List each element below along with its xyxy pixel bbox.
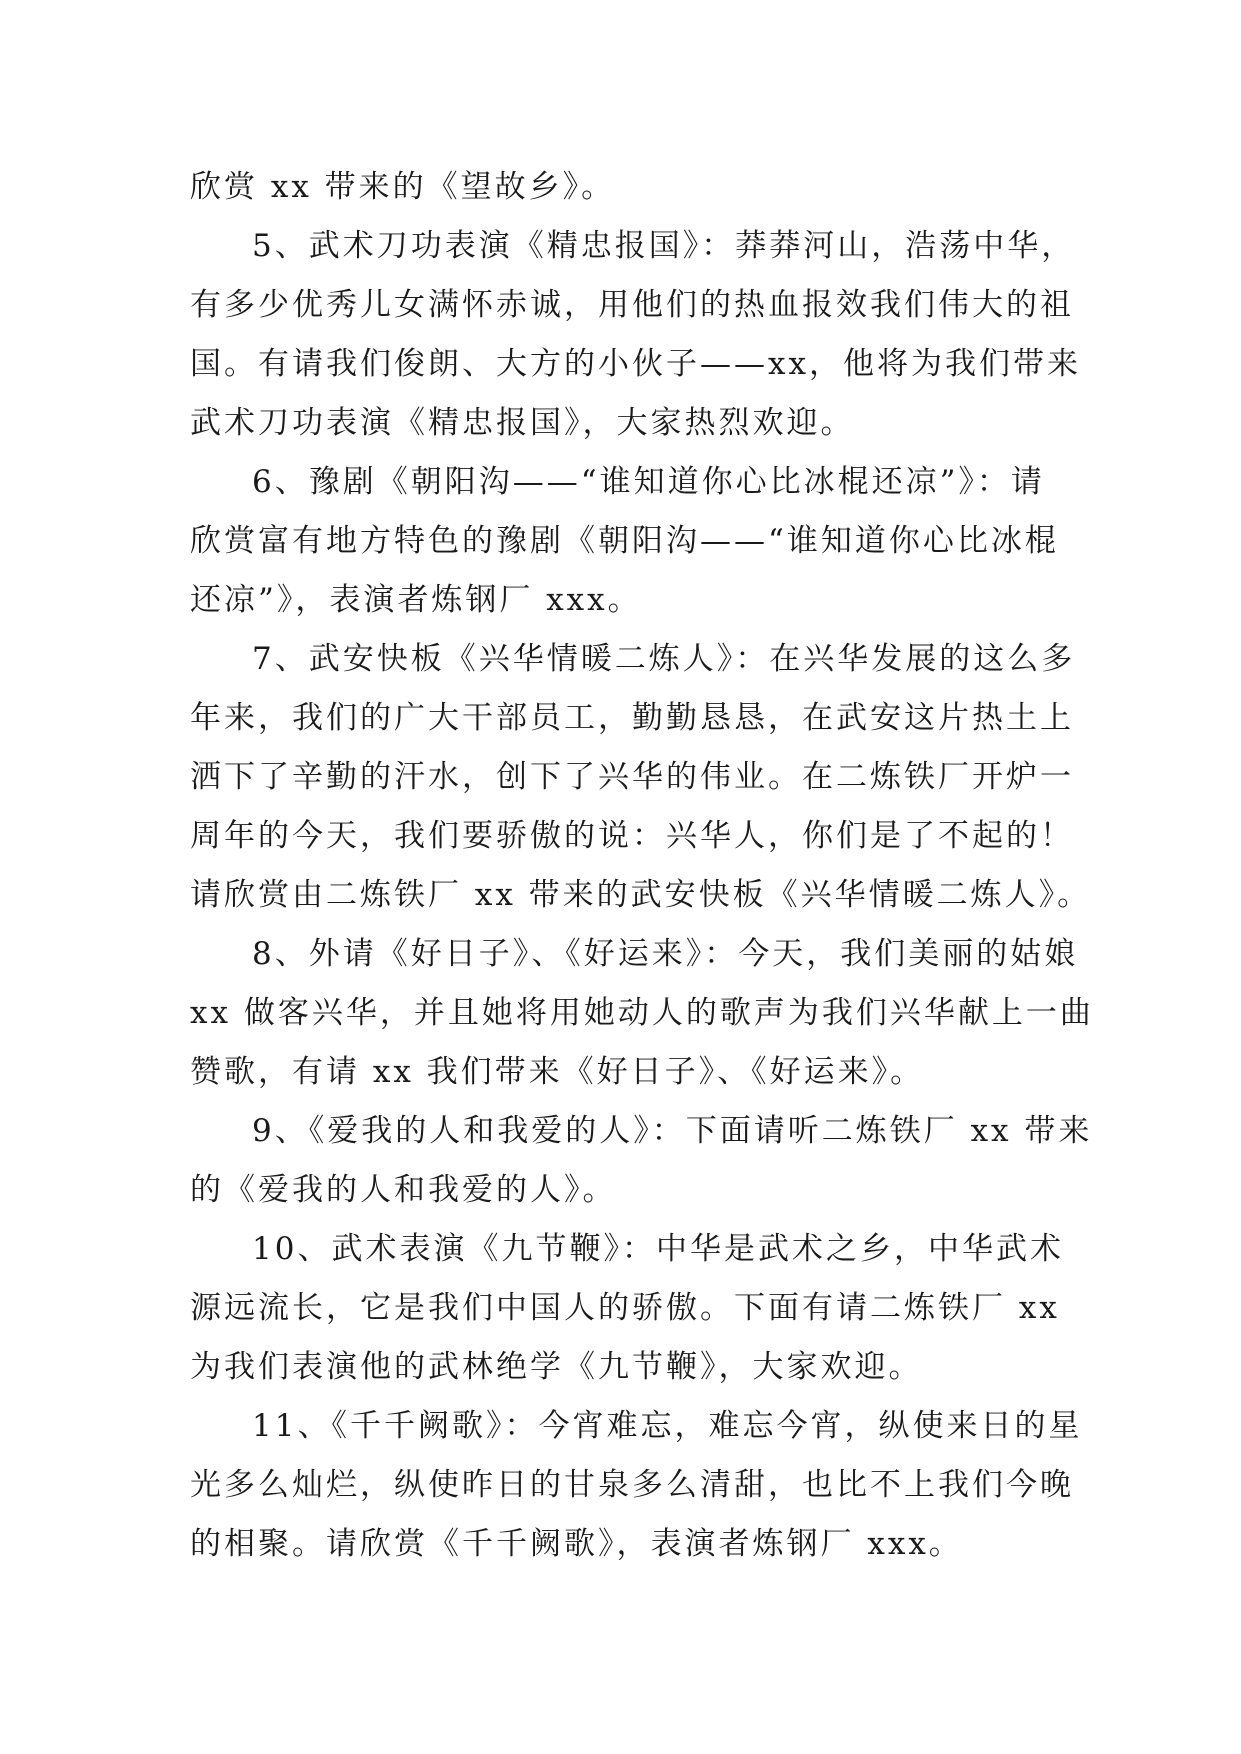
paragraph-line: 年来，我们的广大干部员工，勤勤恳恳，在武安这片热土上: [190, 700, 1074, 736]
paragraph-line: 欣赏富有地方特色的豫剧《朝阳沟——“谁知道你心比冰棍: [190, 523, 1059, 559]
paragraph-line: 10、武术表演《九节鞭》：中华是武术之乡，中华武术: [252, 1231, 1064, 1267]
paragraph-line: 有多少优秀儿女满怀赤诚，用他们的热血报效我们伟大的祖: [190, 287, 1074, 323]
paragraph-line: 国。有请我们俊朗、大方的小伙子——xx，他将为我们带来: [190, 346, 1081, 382]
paragraph-line: 8、外请《好日子》、《好运来》：今天，我们美丽的姑娘: [252, 936, 1079, 972]
paragraph-line: 欣赏 xx 带来的《望故乡》。: [190, 169, 616, 205]
document-body: [190, 158, 1094, 1574]
paragraph-line: 光多么灿烂，纵使昨日的甘泉多么清甜，也比不上我们今晚: [190, 1467, 1074, 1503]
paragraph-line: 的《爱我的人和我爱的人》。: [190, 1172, 617, 1208]
paragraph-line: 的相聚。请欣赏《千千阙歌》，表演者炼钢厂 xxx。: [190, 1526, 963, 1562]
paragraph-line: 9、《爱我的人和我爱的人》：下面请听二炼铁厂 xx 带来: [252, 1113, 1093, 1149]
paragraph-line: 11、《千千阙歌》：今宵难忘，难忘今宵，纵使来日的星: [252, 1408, 1083, 1444]
paragraph-line: 为我们表演他的武林绝学《九节鞭》，大家欢迎。: [190, 1349, 923, 1385]
paragraph-line: 武术刀功表演《精忠报国》，大家热烈欢迎。: [190, 405, 855, 441]
paragraph-line: 5、武术刀功表演《精忠报国》：莽莽河山，浩荡中华，: [252, 228, 1076, 264]
paragraph-line: xx 做客兴华，并且她将用她动人的歌声为我们兴华献上一曲: [190, 995, 1094, 1031]
paragraph-line: 6、豫剧《朝阳沟——“谁知道你心比冰棍还凉”》：请: [252, 464, 1045, 500]
paragraph-line: 赞歌，有请 xx 我们带来《好日子》、《好运来》。: [190, 1054, 925, 1090]
paragraph-line: 周年的今天，我们要骄傲的说：兴华人，你们是了不起的！: [190, 818, 1074, 854]
paragraph-line: 7、武安快板《兴华情暖二炼人》：在兴华发展的这么多: [252, 641, 1076, 677]
paragraph-line: 洒下了辛勤的汗水，创下了兴华的伟业。在二炼铁厂开炉一: [190, 759, 1074, 795]
paragraph-line: 请欣赏由二炼铁厂 xx 带来的武安快板《兴华情暖二炼人》。: [190, 877, 1092, 913]
paragraph-line: 还凉”》，表演者炼钢厂 xxx。: [190, 582, 642, 618]
paragraph-line: 源远流长，它是我们中国人的骄傲。下面有请二炼铁厂 xx: [190, 1290, 1060, 1326]
